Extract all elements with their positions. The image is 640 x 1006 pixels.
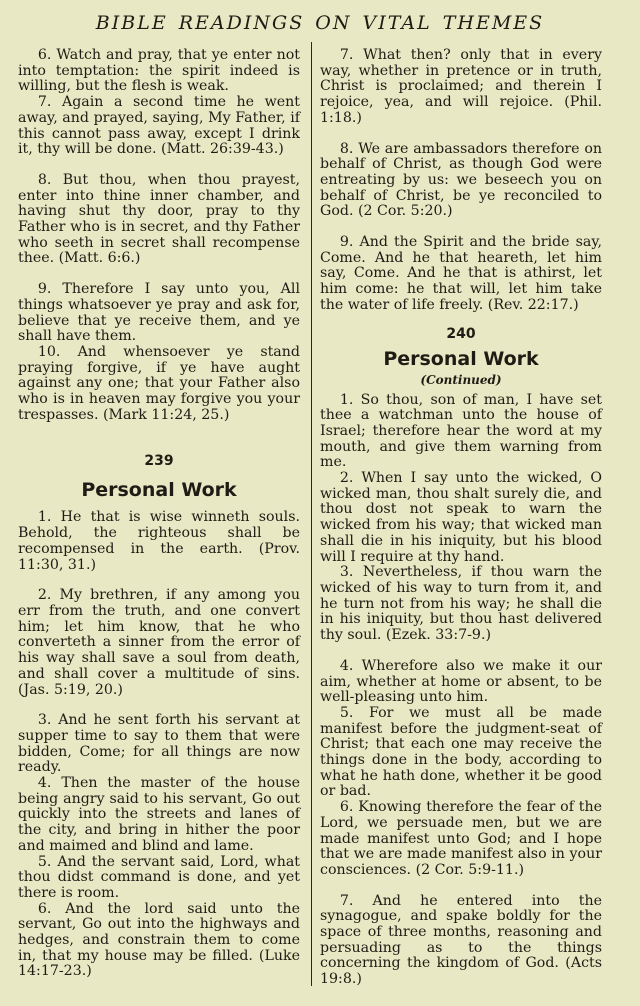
verse-paragraph: 5. For we must all be made manifest before the judgment-seat of Christ; that each one may receive the things done in the body, according to what he hath done, whether it be good or bad.	[320, 704, 602, 800]
section-subtitle: (Continued)	[420, 372, 502, 387]
verse-paragraph: 6. Watch and pray, that ye enter not into temptation: the spirit indeed is willing, but the flesh is weak.	[18, 47, 300, 95]
verse-paragraph: 10. And whensoever ye stand praying forgive, if ye have aught against any one; that your Father also who is in heaven may forgive you your trespasses. (Mark 11:24, 25.)	[18, 343, 300, 423]
verse-paragraph: 1. He that is wise winneth souls. Behold, the righteous shall be recompensed in the earth. (Prov. 11:30, 31.)	[18, 509, 300, 573]
verse-paragraph: 9. And the Spirit and the bride say, Come. And he that heareth, let him say, Come. And he that is athirst, let him come: he that will, let him take the water of life freely. (Rev. 22:17.)	[320, 234, 602, 313]
verse-paragraph: 4. Then the master of the house being angry said to his servant, Go out quickly into the streets and lanes of the city, and bring in hither the poor and maimed and blind and lame.	[18, 775, 300, 854]
verse-paragraph: 8. But thou, when thou prayest, enter into thine inner chamber, and having shut thy door, pray to thy Father who is in secret, and thy Father who seeth in secret shall recompense thee. (Matt. 6:6.)	[18, 171, 300, 267]
section-title: Personal Work	[383, 347, 539, 370]
verse-paragraph: 2. When I say unto the wicked, O wicked man, thou shalt surely die, and thou dost not speak to warn the wicked from his way; that wicked man shall die in his iniquity, but his blood will I require at thy hand.	[320, 470, 602, 565]
verse-paragraph: 8. We are ambassadors therefore on behalf of Christ, as though God were entreating by us: we beseech you on behalf of Christ, be ye reconciled to God. (2 Cor. 5:20.)	[320, 140, 602, 220]
column-divider	[311, 42, 312, 986]
verse-paragraph: 9. Therefore I say unto you, All things whatsoever ye pray and ask for, believe that ye receive them, and ye shall have them.	[18, 281, 300, 345]
verse-paragraph: 3. And he sent forth his servant at supper time to say to them that were bidden, Come; for all things are now ready.	[18, 712, 300, 776]
verse-paragraph: 6. And the lord said unto the servant, Go out into the highways and hedges, and constrain them to come in, that my house may be filled. (Luke 14:17-23.)	[18, 900, 300, 980]
section-number: 239	[144, 453, 174, 470]
verse-paragraph: 5. And the servant said, Lord, what thou didst command is done, and yet there is room.	[18, 853, 300, 901]
verse-paragraph: 1. So thou, son of man, I have set thee a watchman unto the house of Israel; therefore hear the word at my mouth, and give them warning from me.	[320, 391, 602, 471]
verse-paragraph: 7. Again a second time he went away, and prayed, saying, My Father, if this cannot pass away, except I drink it, thy will be done. (Matt. 26:39-43.)	[18, 94, 300, 158]
section-number: 240	[446, 325, 476, 342]
verse-paragraph: 3. Nevertheless, if thou warn the wicked of his way to turn from it, and he turn not from his way; he shall die in his iniquity, but thou hast delivered thy soul. (Ezek. 33:7-9.)	[320, 564, 602, 644]
verse-paragraph: 4. Wherefore also we make it our aim, whether at home or absent, to be well-pleasing unto him.	[320, 657, 602, 706]
verse-paragraph: 7. And he entered into the synagogue, and spake boldly for the space of three months, reasoning and persuading as to the things concerning the kingdom of God. (Acts 19:8.)	[320, 892, 602, 988]
verse-paragraph: 7. What then? only that in every way, whether in pretence or in truth, Christ is proclaimed; and therein I rejoice, yea, and will rejoice. (Phil. 1:18.)	[320, 47, 602, 126]
running-header: BIBLE READINGS ON VITAL THEMES	[95, 12, 545, 34]
verse-paragraph: 6. Knowing therefore the fear of the Lord, we persuade men, but we are made manifest unto God; and I hope that we are made manifest also in your consciences. (2 Cor. 5:9-11.)	[320, 799, 602, 878]
verse-paragraph: 2. My brethren, if any among you err from the truth, and one convert him; let him know, that he who converteth a sinner from the error of his way shall save a soul from death, and shall cover a multitude of sins. (Jas. 5:19, 20.)	[18, 587, 300, 698]
left-column	[18, 48, 300, 980]
right-column	[320, 48, 602, 988]
section-title: Personal Work	[81, 479, 237, 502]
